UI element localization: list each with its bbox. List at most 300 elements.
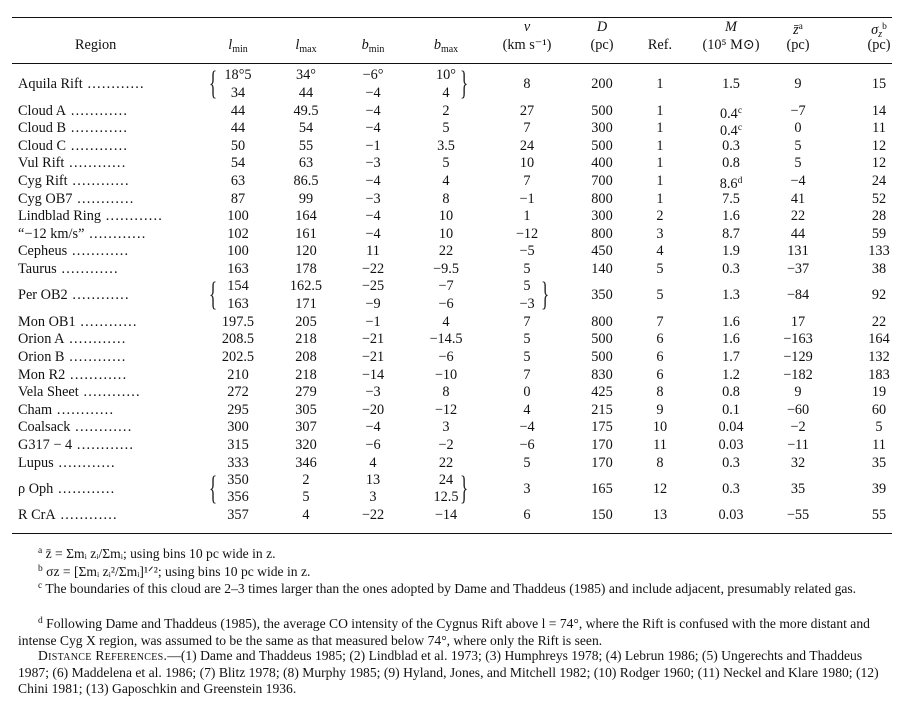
header-z-symbol [773,19,823,39]
region-name: Per OB2 ............ [18,287,130,304]
region-name: Mon R2 ............ [18,366,128,383]
cell-lmax: 178 [295,260,317,277]
cell-lmax: 205 [295,313,317,330]
cell-v: −5 [519,243,535,260]
cell-bmin: −22 [361,507,385,524]
cell-bmin: −21 [361,348,385,365]
cell-M: 0.3 [722,260,740,277]
footnote-d-mark: d [38,616,43,626]
region-name: Coalsack ............ [18,419,133,436]
region-name: Orion B ............ [18,348,127,365]
dot-leader: ............ [72,190,135,207]
cell-sz: 24 [871,172,887,189]
cell-lmin: 357 [227,507,249,524]
cell-bmax: 8 [442,190,450,207]
cell-bmin: 11 [366,243,380,260]
cell-lmax: 120 [295,243,317,260]
dot-leader: ............ [70,419,133,436]
cell-v: −6 [519,436,535,453]
cell-M: 0.3 [722,480,740,497]
cell-M: 0.4$^c$ [719,123,743,140]
cell-M: 0.1 [722,401,740,418]
cell-bmin: 13 [365,471,381,488]
header-bmin [343,37,403,58]
cell-ref: 1 [656,172,664,189]
cell-lmin: 63 [230,172,246,189]
cell-sz: 11 [872,436,886,453]
cell-D: 200 [591,76,613,93]
cell-bmax: 22 [438,243,454,260]
cell-bmax: 22 [438,454,454,471]
cell-v: 5 [523,278,531,295]
region-name: “−12 km/s” ............ [18,225,147,242]
cell-bmax: −9.5 [433,260,459,277]
header-M-top: M [725,19,737,35]
cell-bmax: 10° [435,67,456,83]
cell-lmin: 295 [227,401,249,418]
cell-lmax: 54 [298,120,314,137]
cell-bmax: 4 [442,313,450,330]
cell-ref: 12 [652,480,668,497]
header-sigma-sup: b [882,22,887,32]
cell-bmax: 10 [438,225,454,242]
header-sigma-unit: (pc) [867,37,891,53]
cell-bmin: −9 [365,295,381,312]
cell-lmax: 34° [295,67,316,83]
cell-M: 1.5 [722,76,740,93]
cell-sz: 132 [868,348,890,365]
cell-M: 1.6 [722,331,740,348]
region-name: Mon OB1 ............ [18,313,138,330]
header-D-unit: (pc) [590,37,614,53]
header-z-unit: (pc) [786,37,810,53]
brace-open-icon: { [209,65,218,102]
cell-lmax: 208 [295,348,317,365]
cell-lmin: 210 [227,366,249,383]
dot-leader: ............ [55,507,118,524]
cell-lmin: 333 [227,454,249,471]
cell-sz: 92 [871,287,887,304]
cell-lmax: 4 [302,507,310,524]
cell-ref: 13 [652,507,668,524]
cell-lmin: 87 [230,190,246,207]
cell-D: 425 [591,384,613,401]
cell-lmax: 218 [295,366,317,383]
cell-sz: 5 [875,419,883,436]
cell-bmax: −14.5 [429,331,463,348]
cell-z: 131 [787,243,809,260]
cell-sz: 22 [871,313,887,330]
cell-lmax: 86.5 [293,172,319,189]
cell-z: −11 [787,436,809,453]
cell-lmax: 49.5 [293,102,319,119]
cell-D: 400 [591,155,613,172]
cell-z: −182 [783,366,813,383]
cell-bmin: −21 [361,331,385,348]
footnote-c-text: The boundaries of this cloud are 2–3 times larger than the ones adopted by Dame and Thaddeus (1985) and include adjacent, presumably related gas. [42,581,857,596]
cell-v: 1 [523,208,531,225]
cell-bmin: −4 [365,102,381,119]
cell-bmin: −4 [365,208,381,225]
cell-lmax: 346 [295,454,317,471]
region-name: Aquila Rift ............ [18,76,145,93]
cell-bmax: 3.5 [437,137,455,154]
region-name: Cyg OB7 ............ [18,190,135,207]
cell-D: 800 [591,190,613,207]
footnote-b-text: σz = [Σmᵢ zᵢ²/Σmᵢ]¹ᐟ²; using bins 10 pc wide in z. [42,564,311,579]
cell-D: 170 [591,436,613,453]
dot-leader: ............ [101,208,164,225]
cell-lmax: 305 [295,401,317,418]
cell-lmin: 163 [227,260,249,277]
cell-z: 41 [790,190,806,207]
cell-z: −4 [790,172,806,189]
cell-lmax: 99 [298,190,314,207]
cell-ref: 4 [656,243,664,260]
cell-lmin: 100 [227,243,249,260]
region-name: Lupus ............ [18,454,116,471]
cell-lmin: 208.5 [221,331,255,348]
cell-D: 140 [591,260,613,277]
footnote-c [18,578,888,598]
cell-z: 17 [790,313,806,330]
cell-z: −55 [786,507,810,524]
header-bmin-base: b [361,37,369,53]
dot-leader: ............ [67,172,130,189]
dot-leader: ............ [64,348,127,365]
brace-close-icon: } [460,65,469,102]
cell-bmax: −6 [438,348,454,365]
cell-lmin: 100 [227,208,249,225]
footnote-d-text: Following Dame and Thaddeus (1985), the average CO intensity of the Cygnus Rift above l = 74°, where the Rift is confused with the more distant and intense Cyg X region, was assumed to be the same as that measured below 74°, where only the Rift is seen. [18,616,870,648]
cell-z: 44 [790,225,806,242]
cell-M: 0.04 [718,419,744,436]
cell-ref: 1 [656,120,664,137]
dot-leader: ............ [67,243,130,260]
cell-bmax: 12.5 [433,489,459,506]
region-name: Cloud A ............ [18,102,129,119]
cell-D: 500 [591,348,613,365]
cell-bmax: 2 [442,102,450,119]
cell-D: 300 [591,120,613,137]
cell-bmin: 4 [369,454,377,471]
cell-z: −84 [786,287,810,304]
region-name: Taurus ............ [18,260,119,277]
cell-v: 7 [523,172,531,189]
cell-v: 7 [523,313,531,330]
header-bmax-base: b [433,37,441,53]
cell-lmax: 164 [295,208,317,225]
cell-M: 0.8 [722,155,740,172]
cell-ref: 3 [656,225,664,242]
cell-bmax: −12 [434,401,458,418]
cell-z: 22 [790,208,806,225]
cell-bmin: −3 [365,384,381,401]
header-sigma-sub: z [878,29,883,40]
cell-M: 7.5 [722,190,740,207]
region-name: Lindblad Ring ............ [18,208,164,225]
cell-lmin: 272 [227,384,249,401]
dot-leader: ............ [75,313,138,330]
header-M-symbol [686,19,776,36]
header-lmax-sub: max [299,44,317,55]
dot-leader: ............ [66,102,129,119]
dot-leader: ............ [82,76,145,93]
cell-lmin: 102 [227,225,249,242]
cell-ref: 1 [656,76,664,93]
cell-sz: 12 [871,137,887,154]
cell-D: 350 [591,287,613,304]
cell-sz: 12 [871,155,887,172]
cell-bmin: −20 [361,401,385,418]
cell-v: −1 [519,190,535,207]
cell-ref: 8 [656,454,664,471]
cell-ref: 2 [656,208,664,225]
cell-M: 1.2 [722,366,740,383]
cell-ref: 1 [656,102,664,119]
cell-z: 5 [794,137,802,154]
cell-D: 800 [591,225,613,242]
header-v-unit: (km s⁻¹) [502,37,552,53]
distance-references-text: —(1) Dame and Thaddeus 1985; (2) Lindblad et al. 1973; (3) Humphreys 1978; (4) Lebrun 1986; (5) Ungerechts and Thaddeus 1987; (6) Maddelena et al. 1986; (7) Blitz 1978; (8) Murphy 1985; (9) Hyland, Jones, and Mitchell 1982; (10) Rodger 1960; (11) Neckel and Klare 1980; (12) Chini 1981; (13) Gaposchkin and Greenstein 1936. [18,648,879,697]
header-region: Region [75,37,117,53]
cell-bmin: −3 [365,190,381,207]
cell-D: 215 [591,401,613,418]
cell-lmin: 350 [227,471,249,488]
cell-M: 0.4$^c$ [719,105,743,122]
cell-D: 150 [591,507,613,524]
cell-bmax: 3 [442,419,450,436]
dot-leader: ............ [65,366,128,383]
cell-bmax: 24 [438,471,454,488]
footnote-d [18,613,888,649]
cell-ref: 5 [656,287,664,304]
cell-lmin: 300 [227,419,249,436]
cell-sz: 59 [871,225,887,242]
cell-M: 0.8 [722,384,740,401]
cell-M: 1.3 [722,287,740,304]
cell-M-note: c [737,105,743,116]
footnote-a [18,543,888,563]
region-name: Vela Sheet ............ [18,384,141,401]
cell-v: 8 [523,76,531,93]
cell-lmin: 18°5 [224,67,252,83]
dot-leader: ............ [52,401,115,418]
cell-lmin: 356 [227,489,249,506]
cell-sz: 60 [871,401,887,418]
cell-lmin: 44 [230,120,246,137]
region-name: R CrA ............ [18,507,118,524]
cell-lmax: 63 [298,155,314,172]
cell-sz: 28 [871,208,887,225]
cell-bmin: −4 [365,225,381,242]
cell-sz: 35 [871,454,887,471]
cell-D: 165 [591,480,613,497]
cell-bmin: −4 [365,419,381,436]
region-name: Cepheus ............ [18,243,130,260]
cell-z: 35 [790,480,806,497]
cell-sz: 133 [868,243,890,260]
header-D-top: D [596,19,608,35]
cell-ref: 5 [656,260,664,277]
cell-D: 700 [591,172,613,189]
header-M-unit: (10⁵ M⊙) [702,37,760,53]
cell-M: 1.6 [722,208,740,225]
cell-M: 8.6$^d$ [719,175,743,192]
bottom-rule [12,533,892,534]
cell-M: 0.3 [722,454,740,471]
cell-v: 5 [523,260,531,277]
cell-sz: 19 [871,384,887,401]
cell-bmax: 5 [442,120,450,137]
cell-lmin: 315 [227,436,249,453]
cell-M: 1.6 [722,313,740,330]
cell-M: 0.03 [718,436,744,453]
header-z-top: z̄ [793,22,799,38]
cell-lmax: 320 [295,436,317,453]
cell-bmin: −1 [365,137,381,154]
cell-z: −163 [783,331,813,348]
cell-sz: 164 [868,331,890,348]
cell-lmin: 44 [230,102,246,119]
cell-ref: 6 [656,348,664,365]
header-bmax [416,37,476,58]
header-bmax-sub: max [440,44,459,55]
cell-v: 5 [523,454,531,471]
region-name: Vul Rift ............ [18,155,127,172]
brace-open-icon: { [209,469,218,507]
cell-bmax: −7 [438,278,454,295]
cell-v: 27 [519,102,535,119]
dot-leader: ............ [78,384,141,401]
cell-D: 800 [591,313,613,330]
cell-bmin: −3 [365,155,381,172]
dot-leader: ............ [66,137,129,154]
cell-sz: 183 [868,366,890,383]
header-rule [12,63,892,64]
cell-sz: 14 [871,102,887,119]
footnote-b-mark: b [38,564,43,574]
cell-lmin: 202.5 [221,348,255,365]
cell-lmax: 161 [295,225,317,242]
cell-v: −3 [519,295,535,312]
cell-bmin: −14 [361,366,385,383]
cell-bmin: −25 [361,278,385,295]
header-bmin-sub: min [368,44,385,55]
cell-lmin: 163 [227,295,249,312]
cell-lmin: 50 [230,137,246,154]
header-lmin-base: l [228,37,233,53]
cell-lmax: 279 [295,384,317,401]
footnote-a-mark: a [38,546,43,556]
cell-z: 9 [794,384,802,401]
cell-bmin: −4 [365,84,381,101]
cell-sz: 15 [871,76,887,93]
cell-ref: 9 [656,401,664,418]
cell-ref: 6 [656,366,664,383]
cell-bmax: 8 [442,384,450,401]
region-name: ρ Oph ............ [18,480,116,497]
cell-D: 170 [591,454,613,471]
cell-M: 1.7 [722,348,740,365]
distance-references-label: Distance References. [38,648,168,663]
header-lmin [208,37,268,58]
cell-ref: 6 [656,331,664,348]
cell-D: 830 [591,366,613,383]
cell-bmax: 10 [438,208,454,225]
region-name: Cyg Rift ............ [18,172,130,189]
cell-lmax: 44 [298,84,314,101]
cell-M: 1.9 [722,243,740,260]
cell-bmin: −1 [365,313,381,330]
cell-bmin: −6 [365,436,381,453]
cell-lmin: 54 [230,155,246,172]
header-D-symbol [557,19,647,36]
cell-D: 500 [591,102,613,119]
cell-v: 24 [519,137,535,154]
cell-v: 0 [523,384,531,401]
cell-z: 5 [794,155,802,172]
cell-bmin: −4 [365,172,381,189]
dot-leader: ............ [53,480,116,497]
cell-lmax: 307 [295,419,317,436]
cell-bmin: 3 [369,489,377,506]
region-name: G317 − 4 ............ [18,436,135,453]
cell-M-note: d [737,175,743,186]
cell-M: 0.03 [718,507,744,524]
cell-z: −60 [786,401,810,418]
dot-leader: ............ [53,454,116,471]
region-name: Cloud B ............ [18,120,129,137]
cell-sz: 55 [871,507,887,524]
cell-z: −7 [790,102,806,119]
cell-v: 7 [523,366,531,383]
footnote-c-mark: c [38,581,43,591]
cell-D: 300 [591,208,613,225]
cell-sz: 52 [871,190,887,207]
cell-lmax: 55 [298,137,314,154]
brace-open-icon: { [209,276,218,314]
cell-ref: 8 [656,384,664,401]
cell-lmin: 154 [227,278,249,295]
cell-v: 6 [523,507,531,524]
cell-bmax: −10 [434,366,458,383]
cell-bmax: 4 [442,84,450,101]
distance-references [18,648,888,698]
cell-lmax: 2 [302,471,310,488]
dot-leader: ............ [67,287,130,304]
cell-sz: 11 [872,120,886,137]
cell-D: 500 [591,331,613,348]
footnote-a-text: z̄ = Σmᵢ zᵢ/Σmᵢ; using bins 10 pc wide in z. [42,546,276,561]
region-name: Cloud C ............ [18,137,129,154]
cell-ref: 10 [652,419,668,436]
header-ref: Ref. [647,37,673,53]
cell-ref: 1 [656,137,664,154]
cell-ref: 1 [656,190,664,207]
cell-bmin: −6° [362,67,384,83]
cell-M: 0.3 [722,137,740,154]
cell-bmax: −6 [438,295,454,312]
brace-close-icon: } [460,469,469,507]
cell-lmax: 218 [295,331,317,348]
cell-D: 500 [591,137,613,154]
dot-leader: ............ [56,260,119,277]
cell-ref: 7 [656,313,664,330]
cell-lmax: 162.5 [289,278,323,295]
cell-D: 450 [591,243,613,260]
cell-lmax: 171 [295,295,317,312]
